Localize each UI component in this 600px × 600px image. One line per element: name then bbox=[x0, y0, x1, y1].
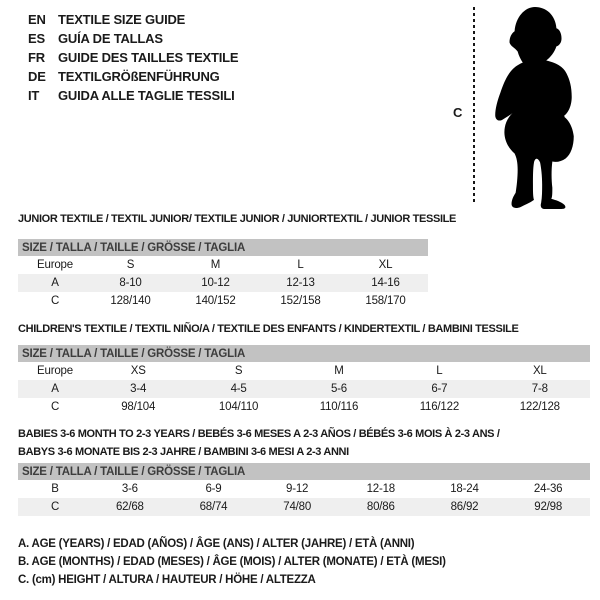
table-cell: S bbox=[188, 362, 288, 380]
lang-title: TEXTILE SIZE GUIDE bbox=[58, 12, 186, 27]
table-cell: 3-4 bbox=[88, 380, 188, 398]
lang-title: GUÍA DE TALLAS bbox=[58, 31, 163, 46]
table-cell: M bbox=[289, 362, 389, 380]
table-cell: 6-9 bbox=[172, 480, 256, 498]
table-cell: 110/116 bbox=[289, 398, 389, 416]
table-cell: 86/92 bbox=[423, 498, 507, 516]
table-cell: 8-10 bbox=[88, 274, 173, 292]
table-cell: 152/158 bbox=[258, 292, 343, 310]
table-cell: 5-6 bbox=[289, 380, 389, 398]
table-row bbox=[18, 480, 590, 498]
size-header-row bbox=[18, 239, 428, 256]
footnote-b: B. AGE (MONTHS) / EDAD (MESES) / ÂGE (MOIS) / ALTER (MONATE) / ETÀ (MESI) bbox=[18, 556, 446, 568]
table-cell: 24-36 bbox=[506, 480, 590, 498]
childrens-table-title: CHILDREN'S TEXTILE / TEXTIL NIÑO/A / TEXTILE DES ENFANTS / KINDERTEXTIL / BAMBINI TESSILE bbox=[18, 323, 519, 335]
size-header-row bbox=[18, 463, 590, 480]
table-cell: L bbox=[258, 256, 343, 274]
lang-code: IT bbox=[28, 88, 40, 103]
lang-title: TEXTILGRÖßENFÜHRUNG bbox=[58, 69, 220, 84]
table-cell: M bbox=[173, 256, 258, 274]
table-cell: S bbox=[88, 256, 173, 274]
row-label: Europe bbox=[18, 362, 88, 380]
table-cell: 98/104 bbox=[88, 398, 188, 416]
table-cell: 104/110 bbox=[188, 398, 288, 416]
lang-row-en bbox=[28, 10, 238, 29]
footnotes bbox=[18, 535, 446, 589]
lang-row-fr bbox=[28, 48, 238, 67]
table-cell: 9-12 bbox=[255, 480, 339, 498]
row-label: C bbox=[18, 292, 88, 310]
table-cell: 122/128 bbox=[490, 398, 590, 416]
table-cell: 14-16 bbox=[343, 274, 428, 292]
footnote-c: C. (cm) HEIGHT / ALTURA / HAUTEUR / HÖHE / ALTEZZA bbox=[18, 574, 316, 586]
height-measure-line bbox=[473, 7, 475, 205]
lang-code: EN bbox=[28, 12, 46, 27]
table-row bbox=[18, 256, 428, 274]
size-header-row bbox=[18, 345, 590, 362]
row-label: Europe bbox=[18, 256, 88, 274]
table-cell: XL bbox=[490, 362, 590, 380]
table-cell: 140/152 bbox=[173, 292, 258, 310]
babies-size-table bbox=[18, 463, 590, 516]
lang-code: ES bbox=[28, 31, 45, 46]
table-cell: 62/68 bbox=[88, 498, 172, 516]
table-cell: 68/74 bbox=[172, 498, 256, 516]
height-measure-label: C bbox=[453, 105, 463, 120]
table-cell: 6-7 bbox=[389, 380, 489, 398]
toddler-silhouette-icon bbox=[484, 4, 586, 211]
row-label: A bbox=[18, 380, 88, 398]
table-cell: 128/140 bbox=[88, 292, 173, 310]
footnote-a: A. AGE (YEARS) / EDAD (AÑOS) / ÂGE (ANS) / ALTER (JAHRE) / ETÀ (ANNI) bbox=[18, 538, 415, 550]
row-label: B bbox=[18, 480, 88, 498]
table-row bbox=[18, 362, 590, 380]
lang-code: FR bbox=[28, 50, 45, 65]
table-cell: 116/122 bbox=[389, 398, 489, 416]
table-row bbox=[18, 274, 428, 292]
lang-title: GUIDA ALLE TAGLIE TESSILI bbox=[58, 88, 235, 103]
lang-row-es bbox=[28, 29, 238, 48]
junior-table-title: JUNIOR TEXTILE / TEXTIL JUNIOR/ TEXTILE JUNIOR / JUNIORTEXTIL / JUNIOR TESSILE bbox=[18, 213, 457, 225]
table-cell: 12-18 bbox=[339, 480, 423, 498]
babies-title-line1: BABIES 3-6 MONTH TO 2-3 YEARS / BEBÉS 3-6 MESES A 2-3 AÑOS / BÉBÉS 3-6 MOIS À 2-3 ANS / bbox=[18, 428, 500, 440]
table-row bbox=[18, 380, 590, 398]
size-header-bar: SIZE / TALLA / TAILLE / GRÖSSE / TAGLIA bbox=[18, 463, 590, 480]
table-cell: 92/98 bbox=[506, 498, 590, 516]
table-cell: 158/170 bbox=[343, 292, 428, 310]
table-cell: 18-24 bbox=[423, 480, 507, 498]
table-cell: 80/86 bbox=[339, 498, 423, 516]
row-label: A bbox=[18, 274, 88, 292]
lang-row-it bbox=[28, 86, 238, 105]
table-cell: 10-12 bbox=[173, 274, 258, 292]
table-cell: XL bbox=[343, 256, 428, 274]
junior-size-table bbox=[18, 239, 428, 310]
language-header bbox=[28, 10, 238, 105]
table-cell: 7-8 bbox=[490, 380, 590, 398]
size-header-bar: SIZE / TALLA / TAILLE / GRÖSSE / TAGLIA bbox=[18, 345, 590, 362]
table-cell: 4-5 bbox=[188, 380, 288, 398]
childrens-size-table bbox=[18, 345, 590, 416]
table-row bbox=[18, 498, 590, 516]
lang-code: DE bbox=[28, 69, 46, 84]
table-cell: 3-6 bbox=[88, 480, 172, 498]
babies-title-line2: BABYS 3-6 MONATE BIS 2-3 JAHRE / BAMBINI 3-6 MESI A 2-3 ANNI bbox=[18, 446, 349, 458]
table-row bbox=[18, 292, 428, 310]
lang-title: GUIDE DES TAILLES TEXTILE bbox=[58, 50, 239, 65]
table-cell: 74/80 bbox=[255, 498, 339, 516]
row-label: C bbox=[18, 498, 88, 516]
size-header-bar: SIZE / TALLA / TAILLE / GRÖSSE / TAGLIA bbox=[18, 239, 428, 256]
row-label: C bbox=[18, 398, 88, 416]
lang-row-de bbox=[28, 67, 238, 86]
babies-table-title bbox=[18, 425, 500, 461]
table-row bbox=[18, 398, 590, 416]
table-cell: XS bbox=[88, 362, 188, 380]
table-cell: L bbox=[389, 362, 489, 380]
table-cell: 12-13 bbox=[258, 274, 343, 292]
